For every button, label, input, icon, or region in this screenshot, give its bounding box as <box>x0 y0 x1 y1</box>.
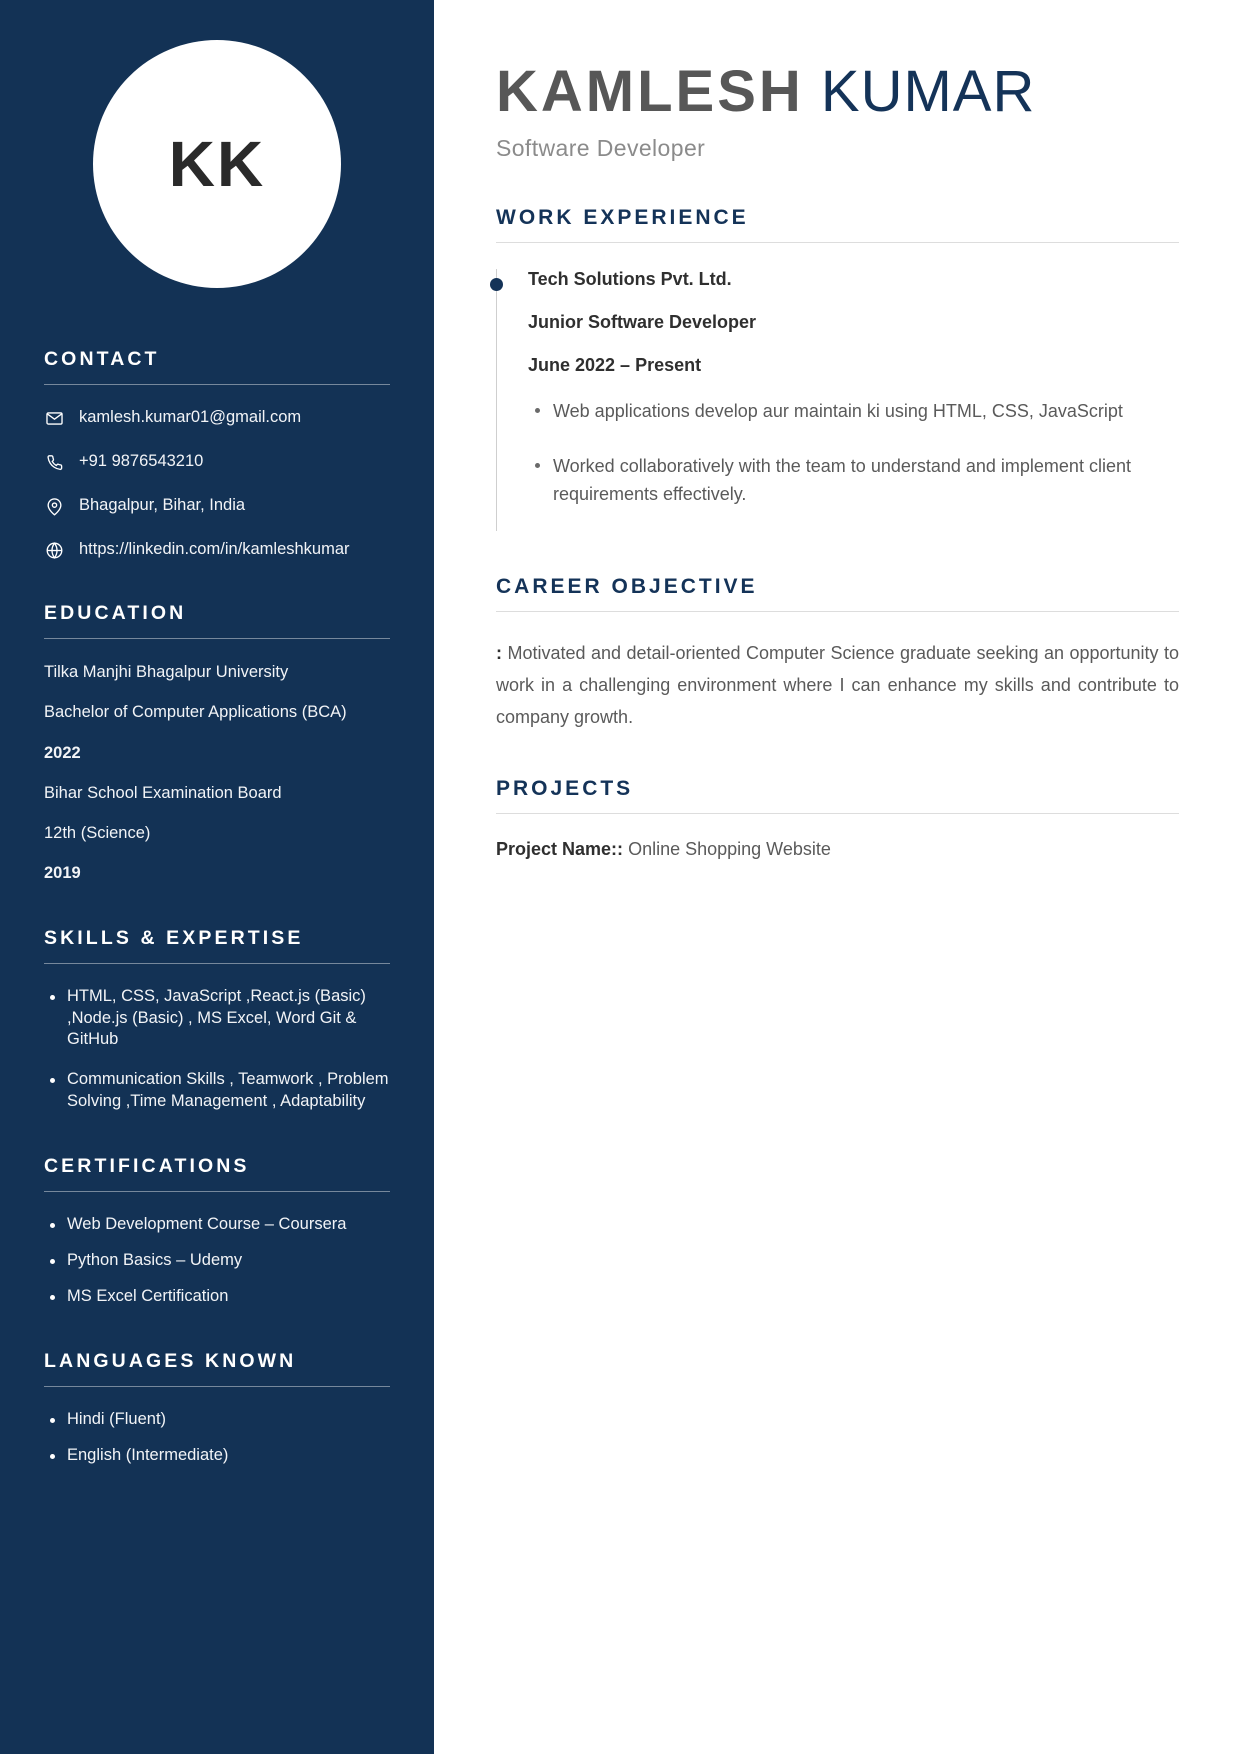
job-role: Junior Software Developer <box>528 311 757 332</box>
work-experience-divider <box>496 242 1179 243</box>
contact-item-website[interactable] <box>44 539 390 560</box>
career-objective-text <box>496 637 1179 733</box>
job-company: Tech Solutions Pvt. Ltd. <box>528 268 732 289</box>
phone-icon <box>44 452 64 472</box>
location-pin-icon <box>44 496 64 516</box>
envelope-icon <box>44 408 64 428</box>
list-item: Communication Skills , Teamwork , Problem Solving ,Time Management , Adaptability <box>44 1069 390 1113</box>
career-objective-body: Motivated and detail-oriented Computer Science graduate seeking an opportunity to work in a challenging environment where I can enhance my skills and contribute to company growth. <box>496 643 1179 728</box>
list-item: Hindi (Fluent) <box>44 1409 390 1431</box>
page-title <box>496 59 1179 124</box>
avatar-initials: KK <box>168 128 266 200</box>
career-objective-section <box>496 575 1179 733</box>
career-objective-lead: : <box>496 643 502 664</box>
certifications-list <box>44 1214 390 1308</box>
certifications-heading: CERTIFICATIONS <box>44 1155 250 1178</box>
projects-section <box>496 777 1179 860</box>
list-item: MS Excel Certification <box>44 1286 390 1308</box>
certifications-section <box>44 1155 390 1308</box>
languages-section <box>44 1350 390 1467</box>
certifications-divider <box>44 1191 390 1192</box>
contact-email-text: kamlesh.kumar01@gmail.com <box>79 408 302 426</box>
work-experience-section <box>496 206 1179 531</box>
contact-heading: CONTACT <box>44 348 160 370</box>
timeline-dot-icon <box>490 278 503 291</box>
projects-heading: PROJECTS <box>496 777 634 801</box>
contact-website-text: https://linkedin.com/in/kamleshkumar <box>79 540 350 558</box>
education-divider <box>44 638 390 639</box>
work-experience-heading: WORK EXPERIENCE <box>496 205 749 229</box>
last-name: KUMAR <box>820 59 1036 124</box>
contact-item-phone[interactable] <box>44 451 390 472</box>
project-name-label: Project Name:: <box>496 839 624 860</box>
list-item: Worked collaboratively with the team to understand and implement client requirements effectively. <box>528 452 1179 510</box>
skills-section <box>44 927 390 1114</box>
projects-divider <box>496 813 1179 814</box>
education-section <box>44 602 390 885</box>
contact-item-location[interactable] <box>44 495 390 516</box>
list-item: Web applications develop aur maintain ki using HTML, CSS, JavaScript <box>528 397 1179 426</box>
skills-divider <box>44 963 390 964</box>
work-experience-entry <box>496 269 1179 531</box>
education-heading: EDUCATION <box>44 602 187 624</box>
job-dates: June 2022 – Present <box>528 354 702 375</box>
languages-list <box>44 1409 390 1467</box>
main-content <box>434 0 1241 1754</box>
education-degree: 12th (Science) <box>44 824 151 843</box>
skills-list <box>44 986 390 1114</box>
list-item: HTML, CSS, JavaScript ,React.js (Basic) ,Node.js (Basic) , MS Excel, Word Git & GitHub <box>44 986 390 1052</box>
list-item: Python Basics – Udemy <box>44 1250 390 1272</box>
project-name-value: Online Shopping Website <box>628 839 831 860</box>
project-entry <box>496 839 1179 860</box>
education-degree: Bachelor of Computer Applications (BCA) <box>44 703 347 722</box>
education-year: 2022 <box>44 743 81 762</box>
list-item: Web Development Course – Coursera <box>44 1214 390 1236</box>
contact-location-text: Bhagalpur, Bihar, India <box>79 496 246 514</box>
job-title: Software Developer <box>496 134 706 161</box>
contact-section <box>44 348 390 560</box>
avatar-container <box>44 0 390 288</box>
job-bullet-list <box>528 397 1179 509</box>
resume-header <box>496 59 1179 162</box>
languages-heading: LANGUAGES KNOWN <box>44 1350 297 1373</box>
education-year: 2019 <box>44 864 81 883</box>
languages-divider <box>44 1386 390 1387</box>
career-objective-divider <box>496 611 1179 612</box>
contact-item-email[interactable] <box>44 407 390 428</box>
skills-heading: SKILLS & EXPERTISE <box>44 926 304 949</box>
education-institution: Bihar School Examination Board <box>44 783 282 802</box>
list-item: English (Intermediate) <box>44 1445 390 1467</box>
globe-icon <box>44 540 64 560</box>
education-institution: Tilka Manjhi Bhagalpur University <box>44 663 289 681</box>
contact-divider <box>44 384 390 385</box>
contact-phone-text: +91 9876543210 <box>79 452 204 470</box>
first-name: KAMLESH <box>496 59 804 124</box>
avatar <box>93 40 341 288</box>
career-objective-heading: CAREER OBJECTIVE <box>496 575 758 599</box>
sidebar <box>0 0 434 1754</box>
